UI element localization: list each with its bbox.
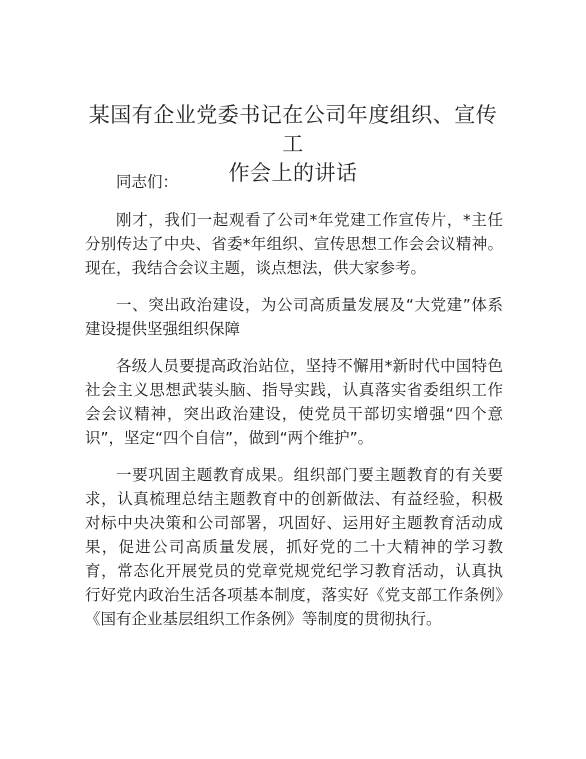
title-line-2: 作会上的讲话 [228,161,358,185]
section-heading-1: 一、突出政治建设，为公司高质量发展及“大党建”体系建设提供坚强组织保障 [85,296,503,338]
document-body [85,170,503,644]
paragraph-theme-education: 一要巩固主题教育成果。组织部门要主题教育的有关要求，认真梳理总结主题教育中的创新做法、有益经验，积极对标中央决策和公司部署，巩固好、运用好主题教育活动成果，促进公司高质量发展，抓好党的二十大精神的学习教育，常态化开展党员的党章党规党纪学习教育活动，认真执行好党内政治生活各项基本制度，落实好《党支部工作条例》《国有企业基层组织工作条例》等制度的贯彻执行。 [85,466,503,628]
salutation: 同志们： [116,173,179,191]
title-line-1: 某国有企业党委书记在公司年度组织、宣传工 [88,103,498,156]
paragraph-intro: 刚才，我们一起观看了公司*年党建工作宣传片，*主任分别传达了中央、省委*年组织、宣传思想工作会会议精神。现在，我结合会议主题，谈点想法，供大家参考。 [85,211,503,277]
paragraph-political-standing: 各级人员要提高政治站位，坚持不懈用*新时代中国特色社会主义思想武装头脑、指导实践，认真落实省委组织工作会会议精神，突出政治建设，使党员干部切实增强“四个意识”，坚定“四个自信”，做到“两个维护”。 [85,357,503,447]
